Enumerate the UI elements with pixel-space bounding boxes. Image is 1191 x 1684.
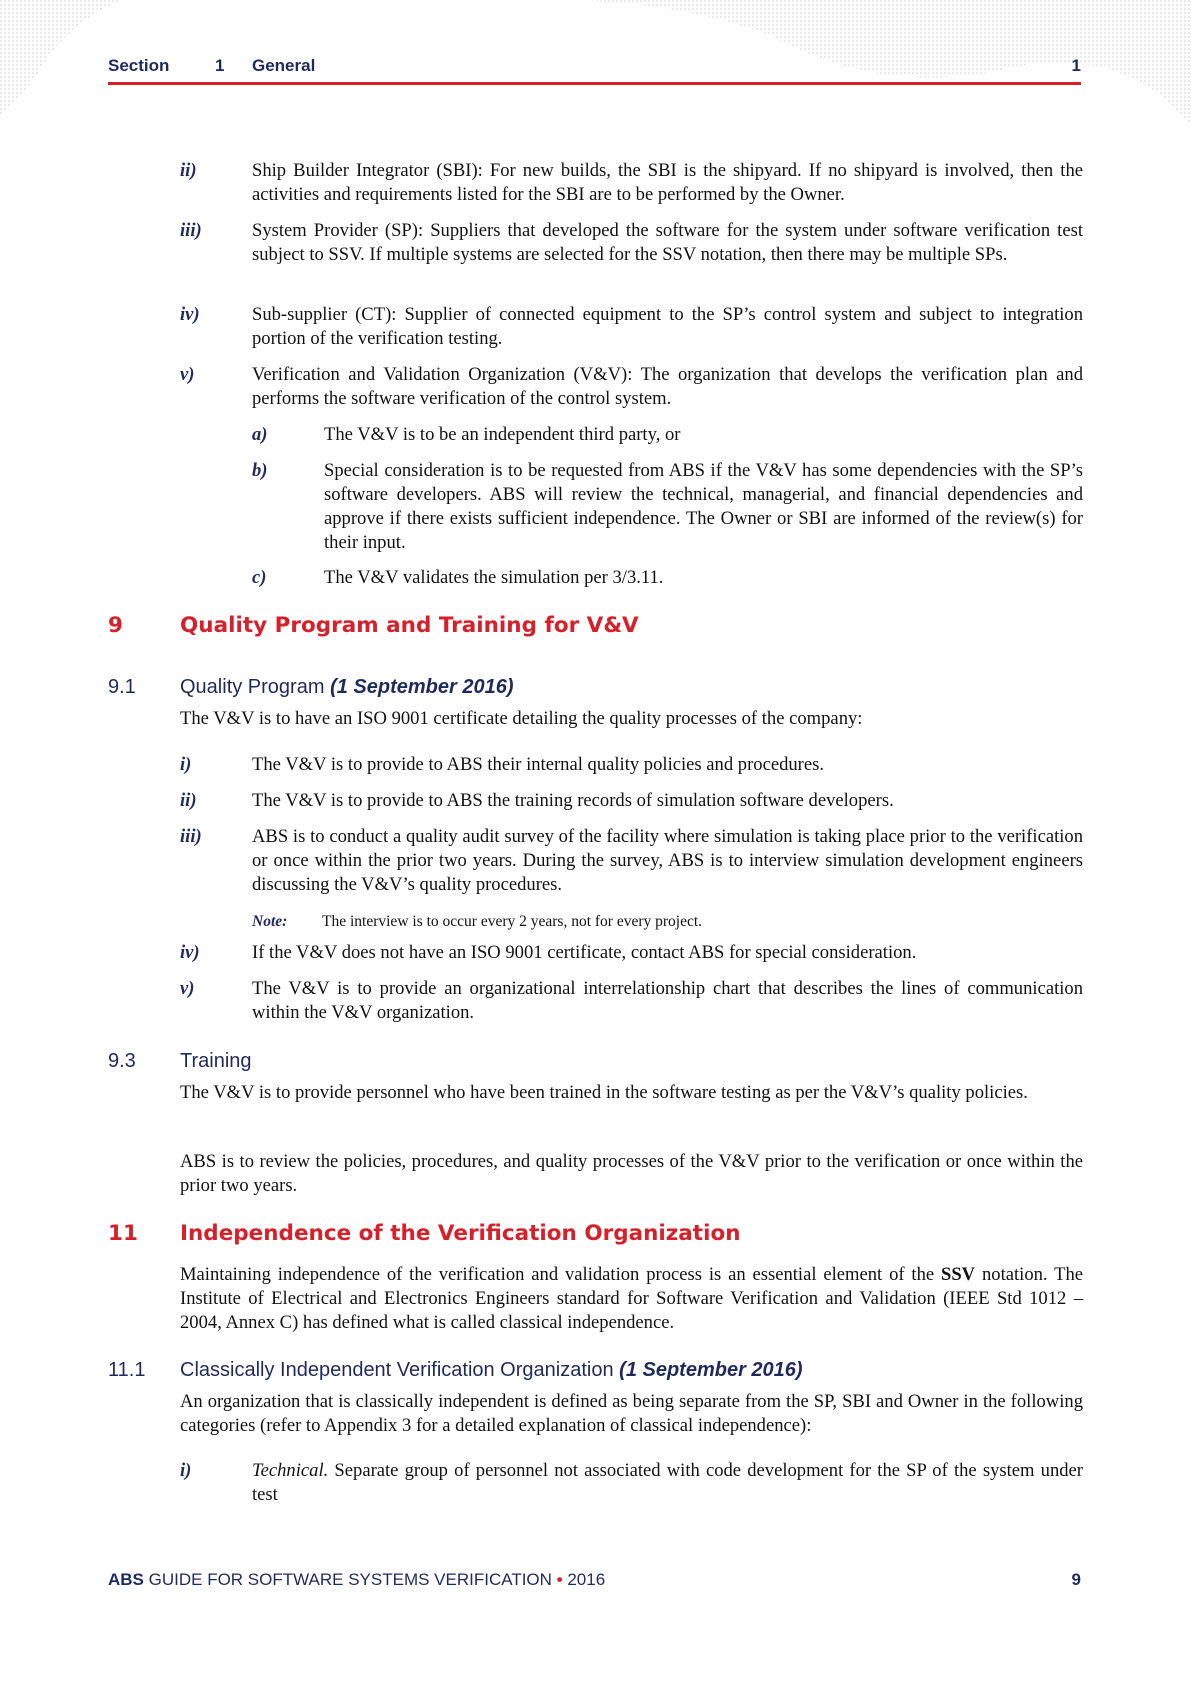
sublist-marker: a) (252, 424, 268, 445)
list-item-text: The V&V is to provide to ABS their internal quality policies and procedures. (252, 754, 825, 775)
list-item-text: ABS is to conduct a quality audit survey of the facility where simulation is taking place prior to the verification or once within the prior two years. During the survey, ABS is to interview simulation development engineers discussing the V&V’s quality procedures. (252, 826, 1083, 895)
corner-wave-decoration-left (0, 0, 120, 120)
paragraph-text: Maintaining independence of the verification and validation process is an essential element of the (180, 1264, 941, 1285)
list-marker: v) (180, 364, 195, 385)
subsection-title: Quality Program (180, 676, 325, 698)
list-marker: i) (180, 1460, 192, 1481)
list-marker: iv) (180, 942, 200, 963)
subsection-number: 9.3 (108, 1050, 136, 1072)
subsection-9-3-heading (108, 1049, 1083, 1075)
list-marker: iii) (180, 220, 202, 241)
list-item-term: Technical. (252, 1460, 329, 1481)
footer-page-number: 9 (1071, 1570, 1081, 1589)
subsection-11-1-heading (108, 1358, 1083, 1384)
paragraph: An organization that is classically independent is defined as being separate from the SP, SBI and Owner in the following categories (refer to Appendix 3 for a detailed explanation of classical independence): (180, 1391, 1083, 1436)
header-section-label: Section (108, 56, 170, 75)
note-text: The interview is to occur every 2 years, not for every project. (322, 913, 703, 930)
footer-bullet: • (556, 1570, 563, 1589)
header-section-number: 1 (215, 56, 225, 75)
list-item-text: Verification and Validation Organization (V&V): The organization that develops the verification plan and performs the software verification of the control system. (252, 364, 1083, 409)
note-label: Note: (252, 913, 288, 930)
list-item-text: If the V&V does not have an ISO 9001 certificate, contact ABS for special consideration. (252, 942, 917, 963)
sublist-marker: c) (252, 567, 267, 588)
subsection-title: Training (180, 1050, 252, 1072)
list-marker: i) (180, 754, 192, 775)
section-number: 11 (108, 1221, 138, 1246)
list-marker: ii) (180, 160, 197, 181)
sublist-item-text: The V&V validates the simulation per 3/3.11. (324, 567, 664, 588)
list-item-text: The V&V is to provide an organizational interrelationship chart that describes the lines of communication within the V&V organization. (252, 978, 1083, 1023)
paragraph: The V&V is to provide personnel who have been trained in the software testing as per the V&V’s quality policies. (180, 1082, 1028, 1103)
page-footer (108, 1570, 1081, 1594)
list-item-text: Ship Builder Integrator (SBI): For new builds, the SBI is the shipyard. If no shipyard is involved, then the activities and requirements listed for the SBI are to be performed by the Owner. (252, 160, 1083, 205)
list-marker: ii) (180, 790, 197, 811)
header-section-title: General (252, 56, 316, 75)
subsection-title-line (180, 675, 513, 699)
subsection-title: Classically Independent Verification Organization (180, 1359, 614, 1381)
list-marker: v) (180, 978, 195, 999)
list-item-body: Separate group of personnel not associated with code development for the SP of the system under test (252, 1460, 1083, 1505)
section-title: Quality Program and Training for V&V (180, 613, 639, 638)
footer-guide-title: GUIDE FOR SOFTWARE SYSTEMS VERIFICATION (143, 1570, 557, 1589)
paragraph-text: notation. The Institute of Electrical and Electronics Engineers standard for Software Verification and Validation (IEEE Std 1012 – 2004, Annex C) has defined what is called classical independence. (180, 1264, 1083, 1333)
section-number: 9 (108, 613, 123, 638)
header-rule (108, 82, 1081, 85)
subsection-date: (1 September 2016) (330, 676, 514, 698)
footer-year: 2016 (562, 1570, 606, 1589)
section-title: Independence of the Verification Organization (180, 1221, 741, 1246)
subsection-title-line (180, 1358, 803, 1382)
subsection-date: (1 September 2016) (619, 1359, 803, 1381)
header-right-number: 1 (1071, 56, 1081, 75)
subsection-number: 9.1 (108, 676, 136, 698)
footer-brand: ABS (108, 1570, 144, 1589)
paragraph: The V&V is to have an ISO 9001 certificate detailing the quality processes of the company: (180, 708, 863, 729)
list-item-text: Sub-supplier (CT): Supplier of connected equipment to the SP’s control system and subject to integration portion of the verification testing. (252, 304, 1083, 349)
paragraph (180, 1263, 1083, 1335)
list-item-text: The V&V is to provide to ABS the training records of simulation software developers. (252, 790, 894, 811)
paragraph: ABS is to review the policies, procedures, and quality processes of the V&V prior to the verification or once within the prior two years. (180, 1151, 1083, 1196)
list-marker: iii) (180, 826, 202, 847)
notation-ssv: SSV (941, 1264, 976, 1285)
section-9-heading (108, 614, 1083, 644)
sublist-item-text: Special consideration is to be requested from ABS if the V&V has some dependencies with the SP’s software developers. ABS will review the technical, managerial, and financial dependencies and approve if there exists sufficient independence. The Owner or SBI are informed of the review(s) for their input. (324, 460, 1083, 553)
sublist-item-text: The V&V is to be an independent third party, or (324, 424, 681, 445)
list-item-text: System Provider (SP): Suppliers that developed the software for the system under software verification test subject to SSV. If multiple systems are selected for the SSV notation, then there may be multiple SPs. (252, 220, 1083, 265)
sublist-marker: b) (252, 460, 268, 481)
subsection-9-1-heading (108, 675, 1083, 701)
section-11-heading (108, 1222, 1083, 1252)
list-item-text (252, 1459, 1083, 1507)
note (252, 910, 1083, 932)
footer-title (108, 1570, 605, 1590)
page-header (108, 54, 1081, 86)
list-marker: iv) (180, 304, 200, 325)
subsection-number: 11.1 (108, 1359, 146, 1381)
